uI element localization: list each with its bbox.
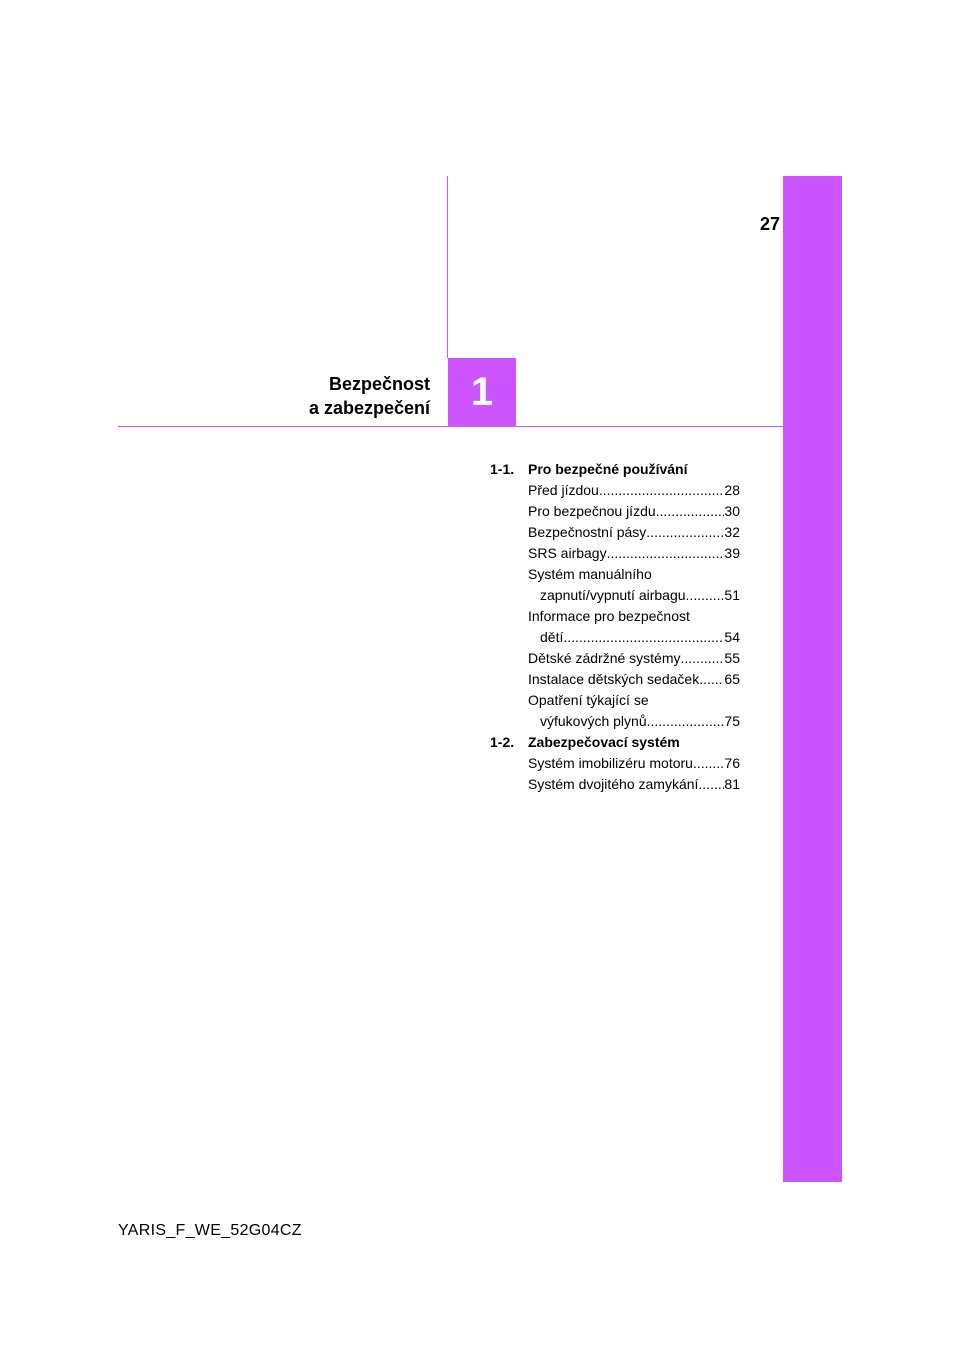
toc-entry-title-line1: Opatření týkající se: [528, 692, 649, 708]
toc-entry[interactable]: [490, 648, 740, 669]
toc-entry[interactable]: [490, 501, 740, 522]
toc-entry-title: Bezpečnostní pásy: [528, 524, 647, 540]
toc-leader-dots: [599, 480, 725, 501]
toc-entry[interactable]: [490, 480, 740, 501]
toc-leader-dots: [699, 669, 724, 690]
toc-leader-dots: [698, 774, 724, 795]
toc-leader-dots: [693, 753, 724, 774]
header-horizontal-rule: [118, 426, 783, 427]
toc-entry-title: Před jízdou: [528, 482, 599, 498]
toc-entry-title-line1: Systém manuálního: [528, 566, 652, 582]
toc-entry-page: 81: [724, 776, 740, 792]
toc-entry-title: Instalace dětských sedaček: [528, 671, 700, 687]
toc-leader-dots: [646, 522, 724, 543]
page-number: 27: [759, 214, 780, 234]
toc-section-heading[interactable]: [490, 732, 740, 753]
toc-entry[interactable]: [490, 543, 740, 564]
toc-leader-dots: [686, 585, 725, 606]
document-code: YARIS_F_WE_52G04CZ: [118, 1222, 302, 1239]
toc-entry-title-line1: Informace pro bezpečnost: [528, 608, 690, 624]
toc-entry[interactable]: [490, 774, 740, 795]
toc-entry-page: 51: [724, 587, 740, 603]
toc-entry-title: Systém dvojitého zamykání: [528, 776, 699, 792]
chapter-number-box: 1: [448, 358, 516, 426]
header-vertical-rule: [447, 176, 448, 358]
chapter-title-line2: a zabezpečení: [308, 398, 430, 418]
toc-entry-title: zapnutí/vypnutí airbagu: [540, 587, 686, 603]
toc-entry[interactable]: [490, 690, 740, 732]
toc-entry[interactable]: [490, 522, 740, 543]
toc-leader-dots: [656, 501, 725, 522]
toc-leader-dots: [563, 627, 724, 648]
chapter-title: [309, 372, 430, 420]
toc-entry-page: 32: [724, 524, 740, 540]
toc-leader-dots: [681, 648, 725, 669]
toc-section-title: Zabezpečovací systém: [528, 734, 680, 750]
toc-entry-title: výfukových plynů: [540, 713, 647, 729]
toc-entry[interactable]: [490, 564, 740, 606]
toc-entry-page: 30: [724, 503, 740, 519]
toc-leader-dots: [647, 711, 725, 732]
toc-entry-page: 76: [724, 755, 740, 771]
toc-leader-dots: [607, 543, 725, 564]
toc-entry-page: 75: [724, 713, 740, 729]
toc-entry[interactable]: [490, 669, 740, 690]
toc-entry-page: 28: [724, 482, 740, 498]
toc-entry[interactable]: [490, 753, 740, 774]
toc-entry-title: SRS airbagy: [528, 545, 607, 561]
toc-entry-page: 54: [724, 629, 740, 645]
toc-entry-title: Dětské zádržné systémy: [528, 650, 681, 666]
chapter-side-tab: [783, 176, 842, 1182]
toc-entry-page: 39: [724, 545, 740, 561]
table-of-contents: [490, 459, 740, 795]
chapter-title-line1: Bezpečnost: [328, 374, 430, 394]
toc-section-number: 1-1.: [490, 461, 515, 477]
toc-entry-title: Systém imobilizéru motoru: [528, 755, 693, 771]
toc-entry[interactable]: [490, 606, 740, 648]
toc-section-title: Pro bezpečné používání: [528, 461, 688, 477]
toc-entry-page: 65: [724, 671, 740, 687]
toc-entry-title: Pro bezpečnou jízdu: [528, 503, 656, 519]
toc-section-heading[interactable]: [490, 459, 740, 480]
toc-section-number: 1-2.: [490, 734, 515, 750]
toc-entry-page: 55: [724, 650, 740, 666]
toc-entry-title: dětí: [540, 629, 564, 645]
